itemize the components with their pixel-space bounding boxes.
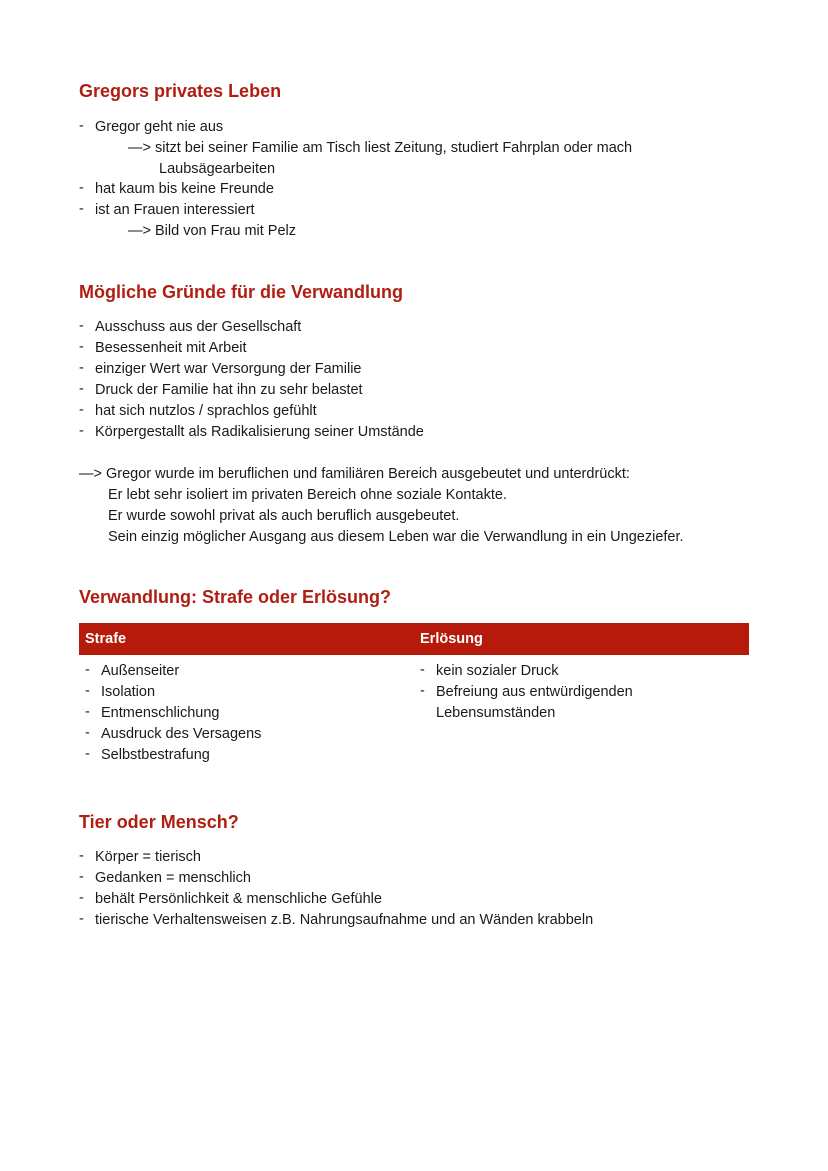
list-item: ist an Frauen interessiert — [95, 202, 255, 218]
list-item: einziger Wert war Versorgung der Familie — [95, 361, 362, 377]
table-cell-strafe: Außenseiter — [101, 663, 180, 679]
bullet-dash: - — [85, 746, 90, 762]
table-cell-erloesung-continuation: Lebensumständen — [436, 705, 556, 721]
conclusion-line: Er wurde sowohl privat als auch beruflich ausgebeutet. — [108, 508, 460, 524]
bullet-dash: - — [79, 318, 84, 334]
table-cell-erloesung: kein sozialer Druck — [436, 663, 559, 679]
list-item: Gregor geht nie aus — [95, 119, 224, 135]
list-item: Körper = tierisch — [95, 849, 201, 865]
list-item: Besessenheit mit Arbeit — [95, 340, 247, 356]
table-header-erloesung: Erlösung — [420, 631, 483, 647]
bullet-dash: - — [85, 683, 90, 699]
bullet-dash: - — [85, 725, 90, 741]
bullet-dash: - — [79, 360, 84, 376]
table-cell-strafe: Selbstbestrafung — [101, 747, 210, 763]
bullet-dash: - — [79, 402, 84, 418]
bullet-dash: - — [79, 201, 84, 217]
bullet-dash: - — [85, 662, 90, 678]
bullet-dash: - — [79, 423, 84, 439]
bullet-dash: - — [420, 683, 425, 699]
bullet-dash: - — [79, 339, 84, 355]
list-item: tierische Verhaltensweisen z.B. Nahrungsaufnahme und an Wänden krabbeln — [95, 912, 594, 928]
section-title-privates-leben: Gregors privates Leben — [79, 81, 282, 101]
list-item: Gedanken = menschlich — [95, 870, 251, 886]
table-header — [79, 623, 749, 655]
bullet-dash: - — [79, 869, 84, 885]
bullet-dash: - — [79, 848, 84, 864]
list-item: Druck der Familie hat ihn zu sehr belastet — [95, 382, 363, 398]
bullet-dash: - — [79, 890, 84, 906]
section-title-tier-mensch: Tier oder Mensch? — [79, 812, 239, 832]
list-item: behält Persönlichkeit & menschliche Gefühle — [95, 891, 382, 907]
list-item: Ausschuss aus der Gesellschaft — [95, 319, 302, 335]
bullet-dash: - — [420, 662, 425, 678]
list-subitem: —> Bild von Frau mit Pelz — [128, 223, 297, 239]
table-cell-strafe: Entmenschlichung — [101, 705, 220, 721]
bullet-dash: - — [79, 381, 84, 397]
conclusion-line: —> Gregor wurde im beruflichen und familiären Bereich ausgebeutet und unterdrückt: — [79, 466, 630, 482]
list-item: hat kaum bis keine Freunde — [95, 181, 274, 197]
table-cell-strafe: Ausdruck des Versagens — [101, 726, 262, 742]
list-subitem: —> sitzt bei seiner Familie am Tisch liest Zeitung, studiert Fahrplan oder mach — [128, 140, 633, 156]
bullet-dash: - — [79, 911, 84, 927]
bullet-dash: - — [85, 704, 90, 720]
list-subitem-continuation: Laubsägearbeiten — [159, 161, 276, 177]
bullet-dash: - — [79, 118, 84, 134]
conclusion-line: Sein einzig möglicher Ausgang aus diesem Leben war die Verwandlung in ein Ungeziefer. — [108, 529, 684, 545]
section-title-strafe-erloesung: Verwandlung: Strafe oder Erlösung? — [79, 587, 392, 607]
table-cell-strafe: Isolation — [101, 684, 156, 700]
list-item: Körpergestallt als Radikalisierung seiner Umstände — [95, 424, 424, 440]
table-cell-erloesung: Befreiung aus entwürdigenden — [436, 684, 633, 700]
section-title-gruende: Mögliche Gründe für die Verwandlung — [79, 282, 404, 302]
list-item: hat sich nutzlos / sprachlos gefühlt — [95, 403, 317, 419]
conclusion-line: Er lebt sehr isoliert im privaten Bereich ohne soziale Kontakte. — [108, 487, 507, 503]
bullet-dash: - — [79, 180, 84, 196]
table-header-strafe: Strafe — [85, 631, 127, 647]
